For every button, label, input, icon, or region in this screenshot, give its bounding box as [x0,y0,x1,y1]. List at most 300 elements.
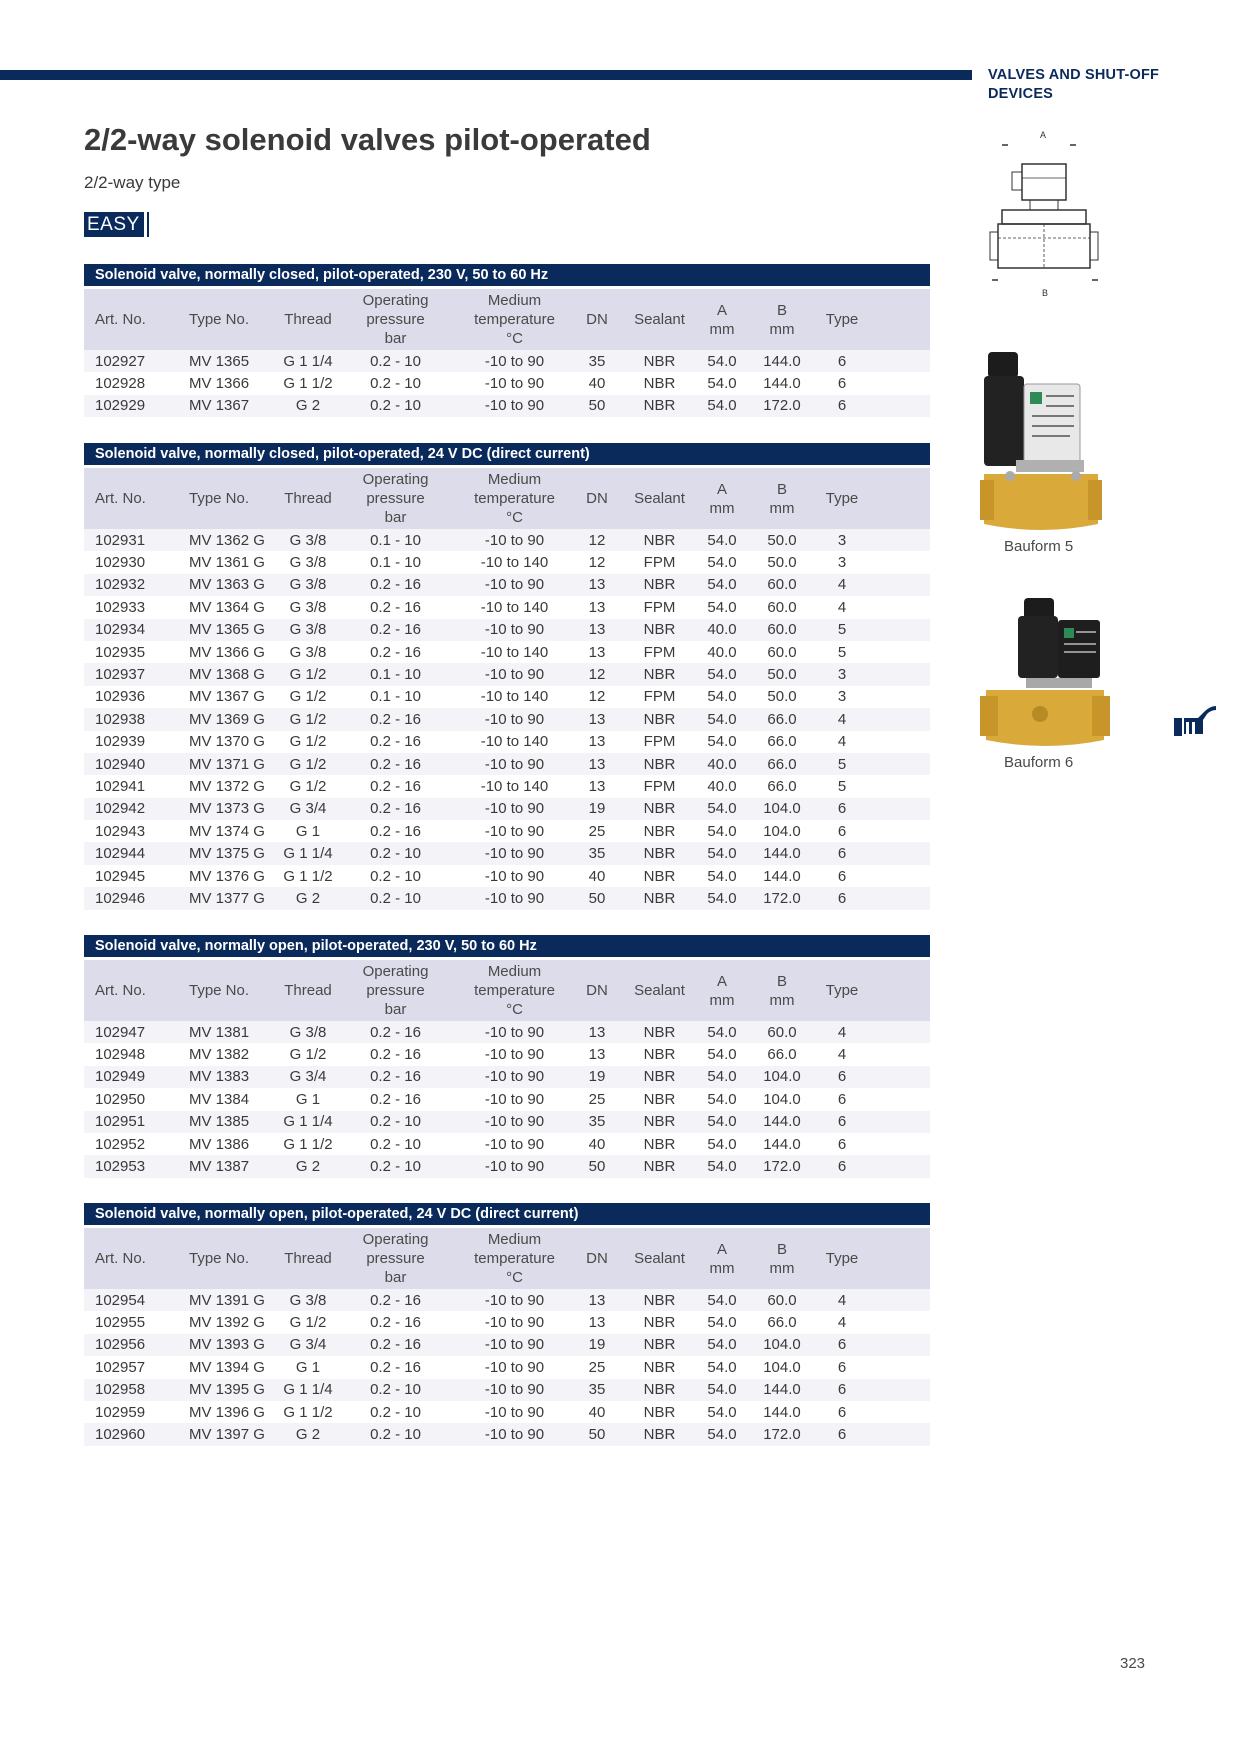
header-line: temperature [474,1250,555,1267]
cell-type: 6 [822,887,862,909]
cell-dn: 40 [577,865,617,887]
cell-art-no: 102951 [84,1111,189,1133]
cell-thread: G 1 1/2 [277,1401,339,1423]
cell-type-no: MV 1383 [189,1066,277,1088]
cell-dim-b: 50.0 [742,551,822,573]
cell-spacer [862,820,930,842]
header-type: Type [822,960,862,1021]
header-line: A [716,480,727,498]
cell-sealant: NBR [617,887,702,909]
cell-dim-a: 54.0 [702,708,742,730]
cell-dim-a: 54.0 [702,1021,742,1043]
cell-spacer [862,1379,930,1401]
cell-spacer [862,596,930,618]
header-line: bar [384,1001,407,1018]
cell-dim-a: 54.0 [702,1356,742,1378]
cell-spacer [862,887,930,909]
cell-medium-temperature: -10 to 90 [452,372,577,394]
cell-dim-a: 54.0 [702,1088,742,1110]
cell-operating-pressure: 0.2 - 16 [339,1334,452,1356]
cell-spacer [862,350,930,372]
header-line: B [776,972,787,990]
cell-dn: 13 [577,619,617,641]
cell-spacer [862,529,930,551]
cell-spacer [862,731,930,753]
header-line: B [776,1240,787,1258]
header-operating-pressure [339,289,452,350]
cell-spacer [862,1133,930,1155]
spec-table [84,468,930,910]
cell-art-no: 102941 [84,775,189,797]
cell-art-no: 102946 [84,887,189,909]
cell-medium-temperature: -10 to 90 [452,887,577,909]
cell-medium-temperature: -10 to 90 [452,1423,577,1445]
table-header-row [84,960,930,1021]
cell-dim-a: 54.0 [702,865,742,887]
cell-dn: 40 [577,1133,617,1155]
cell-operating-pressure: 0.2 - 10 [339,1423,452,1445]
caption-bauform-6: Bauform 6 [1004,754,1074,771]
cell-sealant: NBR [617,798,702,820]
cell-type-no: MV 1395 G [189,1379,277,1401]
header-line: bar [384,330,407,347]
cell-thread: G 1 1/2 [277,372,339,394]
cell-art-no: 102960 [84,1423,189,1445]
cell-sealant: FPM [617,641,702,663]
cell-medium-temperature: -10 to 90 [452,1289,577,1311]
header-medium-temperature [452,289,577,350]
cell-dim-b: 50.0 [742,663,822,685]
cell-art-no: 102959 [84,1401,189,1423]
cell-dn: 12 [577,551,617,573]
cell-art-no: 102934 [84,619,189,641]
cell-type: 4 [822,708,862,730]
cell-sealant: NBR [617,663,702,685]
cell-dn: 25 [577,820,617,842]
cell-thread: G 1/2 [277,775,339,797]
cell-art-no: 102958 [84,1379,189,1401]
header-type-no: Type No. [189,468,277,529]
cell-dim-a: 54.0 [702,1155,742,1177]
cell-type-no: MV 1393 G [189,1334,277,1356]
cell-sealant: NBR [617,842,702,864]
dimension-drawing [988,128,1108,308]
cell-type: 5 [822,619,862,641]
header-line: Operating [362,471,429,488]
category-line-1: VALVES AND SHUT-OFF [988,67,1160,83]
header-line: pressure [366,982,425,999]
header-art-no: Art. No. [84,289,189,350]
cell-type-no: MV 1363 G [189,574,277,596]
cell-medium-temperature: -10 to 90 [452,798,577,820]
cell-thread: G 3/8 [277,596,339,618]
table-header-row [84,1228,930,1289]
cell-type: 6 [822,1111,862,1133]
section-title: Solenoid valve, normally closed, pilot-operated, 230 V, 50 to 60 Hz [84,264,930,286]
cell-dim-a: 40.0 [702,753,742,775]
cell-type-no: MV 1373 G [189,798,277,820]
cell-thread: G 3/4 [277,798,339,820]
cell-sealant: NBR [617,865,702,887]
cell-dim-b: 66.0 [742,753,822,775]
cell-dim-b: 104.0 [742,820,822,842]
header-dim-a [702,960,742,1021]
cell-medium-temperature: -10 to 90 [452,1356,577,1378]
cell-operating-pressure: 0.2 - 16 [339,596,452,618]
header-sealant: Sealant [617,289,702,350]
cell-type: 6 [822,1155,862,1177]
cell-art-no: 102933 [84,596,189,618]
header-medium-temperature [452,468,577,529]
header-line: Operating [362,1231,429,1248]
page-title: 2/2-way solenoid valves pilot-operated [84,122,651,157]
cell-art-no: 102929 [84,395,189,417]
cell-type: 4 [822,1311,862,1333]
cell-spacer [862,1088,930,1110]
easy-badge [84,212,149,237]
cell-thread: G 1 1/4 [277,1111,339,1133]
table-row [84,1088,930,1110]
cell-operating-pressure: 0.2 - 16 [339,820,452,842]
header-spacer [862,289,930,350]
cell-spacer [862,1356,930,1378]
header-line: mm [769,499,795,517]
cell-type-no: MV 1365 [189,350,277,372]
cell-type-no: MV 1381 [189,1021,277,1043]
header-line: B [776,301,787,319]
table-row [84,753,930,775]
header-operating-pressure [339,468,452,529]
table-row [84,596,930,618]
cell-dn: 50 [577,1155,617,1177]
cell-dim-b: 66.0 [742,1043,822,1065]
cell-dn: 13 [577,596,617,618]
header-art-no: Art. No. [84,960,189,1021]
cell-operating-pressure: 0.2 - 16 [339,798,452,820]
cell-dn: 19 [577,1334,617,1356]
cell-type: 4 [822,1021,862,1043]
cell-dn: 13 [577,1289,617,1311]
table-row [84,1133,930,1155]
cell-medium-temperature: -10 to 90 [452,663,577,685]
cell-thread: G 1/2 [277,731,339,753]
cell-art-no: 102944 [84,842,189,864]
cell-medium-temperature: -10 to 90 [452,1401,577,1423]
cell-dim-b: 144.0 [742,1379,822,1401]
header-thread: Thread [277,1228,339,1289]
spec-table [84,289,930,417]
cell-dim-a: 54.0 [702,574,742,596]
header-type: Type [822,289,862,350]
table-row [84,820,930,842]
table-row [84,619,930,641]
table-row [84,775,930,797]
cell-medium-temperature: -10 to 90 [452,1334,577,1356]
header-thread: Thread [277,289,339,350]
cell-operating-pressure: 0.2 - 16 [339,708,452,730]
cell-medium-temperature: -10 to 90 [452,753,577,775]
cell-art-no: 102930 [84,551,189,573]
spec-table [84,1228,930,1446]
cell-spacer [862,663,930,685]
cell-dn: 12 [577,529,617,551]
cell-art-no: 102927 [84,350,189,372]
header-dim-a [702,468,742,529]
cell-dim-a: 40.0 [702,775,742,797]
cell-dim-b: 50.0 [742,529,822,551]
cell-dn: 13 [577,1043,617,1065]
cell-type: 3 [822,529,862,551]
header-thread: Thread [277,960,339,1021]
cell-thread: G 1 1/4 [277,842,339,864]
cell-sealant: NBR [617,1043,702,1065]
header-dim-a [702,289,742,350]
cell-dim-b: 60.0 [742,1021,822,1043]
header-spacer [862,1228,930,1289]
cell-art-no: 102937 [84,663,189,685]
cell-operating-pressure: 0.2 - 10 [339,865,452,887]
cell-type: 4 [822,1289,862,1311]
cell-sealant: NBR [617,1111,702,1133]
table-row [84,395,930,417]
cell-dim-b: 60.0 [742,1289,822,1311]
cell-type: 3 [822,686,862,708]
header-type-no: Type No. [189,960,277,1021]
cell-dim-b: 104.0 [742,798,822,820]
cell-spacer [862,708,930,730]
table-row [84,842,930,864]
cell-medium-temperature: -10 to 90 [452,842,577,864]
cell-thread: G 3/8 [277,574,339,596]
cell-spacer [862,1111,930,1133]
cell-dim-a: 40.0 [702,641,742,663]
cell-dim-b: 60.0 [742,641,822,663]
cell-operating-pressure: 0.1 - 10 [339,663,452,685]
cell-sealant: NBR [617,1423,702,1445]
dimension-b-label: B [1042,288,1049,298]
header-line: °C [506,1001,523,1018]
table-row [84,372,930,394]
header-dn: DN [577,468,617,529]
table-row [84,1334,930,1356]
table-row [84,1311,930,1333]
cell-dim-a: 54.0 [702,1111,742,1133]
cell-type-no: MV 1365 G [189,619,277,641]
cell-dn: 19 [577,798,617,820]
header-thread: Thread [277,468,339,529]
cell-type: 4 [822,574,862,596]
cell-medium-temperature: -10 to 90 [452,574,577,596]
table-row [84,686,930,708]
cell-sealant: NBR [617,372,702,394]
cell-thread: G 2 [277,887,339,909]
cell-dim-a: 54.0 [702,1423,742,1445]
cell-type-no: MV 1366 G [189,641,277,663]
table-row [84,1021,930,1043]
header-line: mm [709,1259,735,1277]
cell-medium-temperature: -10 to 90 [452,820,577,842]
cell-spacer [862,395,930,417]
header-line: temperature [474,490,555,507]
cell-dim-a: 40.0 [702,619,742,641]
cell-dim-a: 54.0 [702,1066,742,1088]
cell-type: 6 [822,1401,862,1423]
cell-dim-b: 172.0 [742,395,822,417]
cell-type: 6 [822,842,862,864]
cell-dim-b: 50.0 [742,686,822,708]
cell-type: 6 [822,1066,862,1088]
cell-dim-a: 54.0 [702,529,742,551]
cell-dn: 12 [577,663,617,685]
cell-type-no: MV 1385 [189,1111,277,1133]
cell-dim-a: 54.0 [702,798,742,820]
cell-type: 4 [822,1043,862,1065]
cell-type-no: MV 1361 G [189,551,277,573]
cell-operating-pressure: 0.2 - 10 [339,372,452,394]
caption-bauform-5: Bauform 5 [1004,538,1074,555]
table-row [84,731,930,753]
cell-thread: G 1/2 [277,1311,339,1333]
header-sealant: Sealant [617,960,702,1021]
cell-thread: G 1 [277,1088,339,1110]
cell-art-no: 102955 [84,1311,189,1333]
header-line: pressure [366,490,425,507]
header-line: mm [709,320,735,338]
header-line: Operating [362,292,429,309]
cell-operating-pressure: 0.2 - 16 [339,753,452,775]
header-line: pressure [366,311,425,328]
cell-type: 6 [822,1334,862,1356]
cell-dim-a: 54.0 [702,372,742,394]
cell-dim-b: 144.0 [742,1401,822,1423]
cell-medium-temperature: -10 to 140 [452,731,577,753]
cell-dn: 13 [577,753,617,775]
header-type-no: Type No. [189,1228,277,1289]
cell-dim-b: 172.0 [742,887,822,909]
header-line: temperature [474,982,555,999]
table-row [84,663,930,685]
hand-icon [1172,704,1218,738]
cell-sealant: NBR [617,820,702,842]
cell-thread: G 2 [277,1155,339,1177]
cell-medium-temperature: -10 to 90 [452,1066,577,1088]
cell-type-no: MV 1392 G [189,1311,277,1333]
cell-type-no: MV 1375 G [189,842,277,864]
table-row [84,798,930,820]
cell-thread: G 3/4 [277,1334,339,1356]
cell-sealant: NBR [617,1334,702,1356]
cell-type-no: MV 1371 G [189,753,277,775]
cell-type-no: MV 1397 G [189,1423,277,1445]
header-line: A [716,301,727,319]
cell-dim-b: 144.0 [742,1111,822,1133]
header-line: mm [769,1259,795,1277]
table-row [84,574,930,596]
header-line: Medium [487,1231,542,1248]
header-type: Type [822,468,862,529]
header-line: mm [769,991,795,1009]
cell-medium-temperature: -10 to 90 [452,350,577,372]
cell-type: 6 [822,865,862,887]
cell-operating-pressure: 0.1 - 10 [339,686,452,708]
cell-type: 6 [822,1133,862,1155]
header-operating-pressure [339,1228,452,1289]
cell-type: 6 [822,1088,862,1110]
header-line: A [716,1240,727,1258]
cell-sealant: NBR [617,1311,702,1333]
cell-sealant: NBR [617,1379,702,1401]
cell-spacer [862,865,930,887]
header-line: mm [709,991,735,1009]
cell-type-no: MV 1391 G [189,1289,277,1311]
cell-sealant: NBR [617,753,702,775]
cell-dn: 13 [577,708,617,730]
cell-sealant: FPM [617,775,702,797]
cell-operating-pressure: 0.2 - 16 [339,1021,452,1043]
cell-type-no: MV 1367 [189,395,277,417]
easy-badge-bar [147,212,149,237]
cell-type-no: MV 1374 G [189,820,277,842]
header-medium-temperature [452,1228,577,1289]
top-rule [0,70,972,80]
cell-medium-temperature: -10 to 140 [452,686,577,708]
spec-table [84,960,930,1178]
cell-sealant: NBR [617,350,702,372]
cell-thread: G 3/8 [277,619,339,641]
cell-art-no: 102950 [84,1088,189,1110]
cell-medium-temperature: -10 to 90 [452,1155,577,1177]
cell-dn: 13 [577,775,617,797]
cell-dim-a: 54.0 [702,731,742,753]
cell-medium-temperature: -10 to 90 [452,1111,577,1133]
cell-dim-b: 104.0 [742,1334,822,1356]
cell-sealant: NBR [617,708,702,730]
cell-operating-pressure: 0.1 - 10 [339,529,452,551]
cell-thread: G 2 [277,1423,339,1445]
cell-operating-pressure: 0.2 - 10 [339,1111,452,1133]
cell-dim-b: 104.0 [742,1356,822,1378]
header-line: °C [506,509,523,526]
cell-art-no: 102948 [84,1043,189,1065]
header-line: Medium [487,963,542,980]
cell-type-no: MV 1368 G [189,663,277,685]
cell-thread: G 1/2 [277,753,339,775]
header-dn: DN [577,1228,617,1289]
cell-dn: 25 [577,1356,617,1378]
cell-type: 6 [822,1423,862,1445]
cell-operating-pressure: 0.2 - 10 [339,842,452,864]
cell-dim-b: 60.0 [742,574,822,596]
cell-dim-b: 172.0 [742,1155,822,1177]
header-sealant: Sealant [617,468,702,529]
cell-medium-temperature: -10 to 90 [452,395,577,417]
section-no-24vdc [84,1203,930,1446]
cell-type: 5 [822,641,862,663]
cell-art-no: 102931 [84,529,189,551]
cell-art-no: 102947 [84,1021,189,1043]
cell-type-no: MV 1369 G [189,708,277,730]
cell-dim-a: 54.0 [702,1311,742,1333]
cell-medium-temperature: -10 to 90 [452,1311,577,1333]
cell-medium-temperature: -10 to 90 [452,865,577,887]
cell-dn: 35 [577,350,617,372]
cell-dim-a: 54.0 [702,1043,742,1065]
cell-art-no: 102953 [84,1155,189,1177]
cell-sealant: FPM [617,686,702,708]
cell-type-no: MV 1376 G [189,865,277,887]
cell-dim-b: 104.0 [742,1066,822,1088]
cell-thread: G 1/2 [277,708,339,730]
